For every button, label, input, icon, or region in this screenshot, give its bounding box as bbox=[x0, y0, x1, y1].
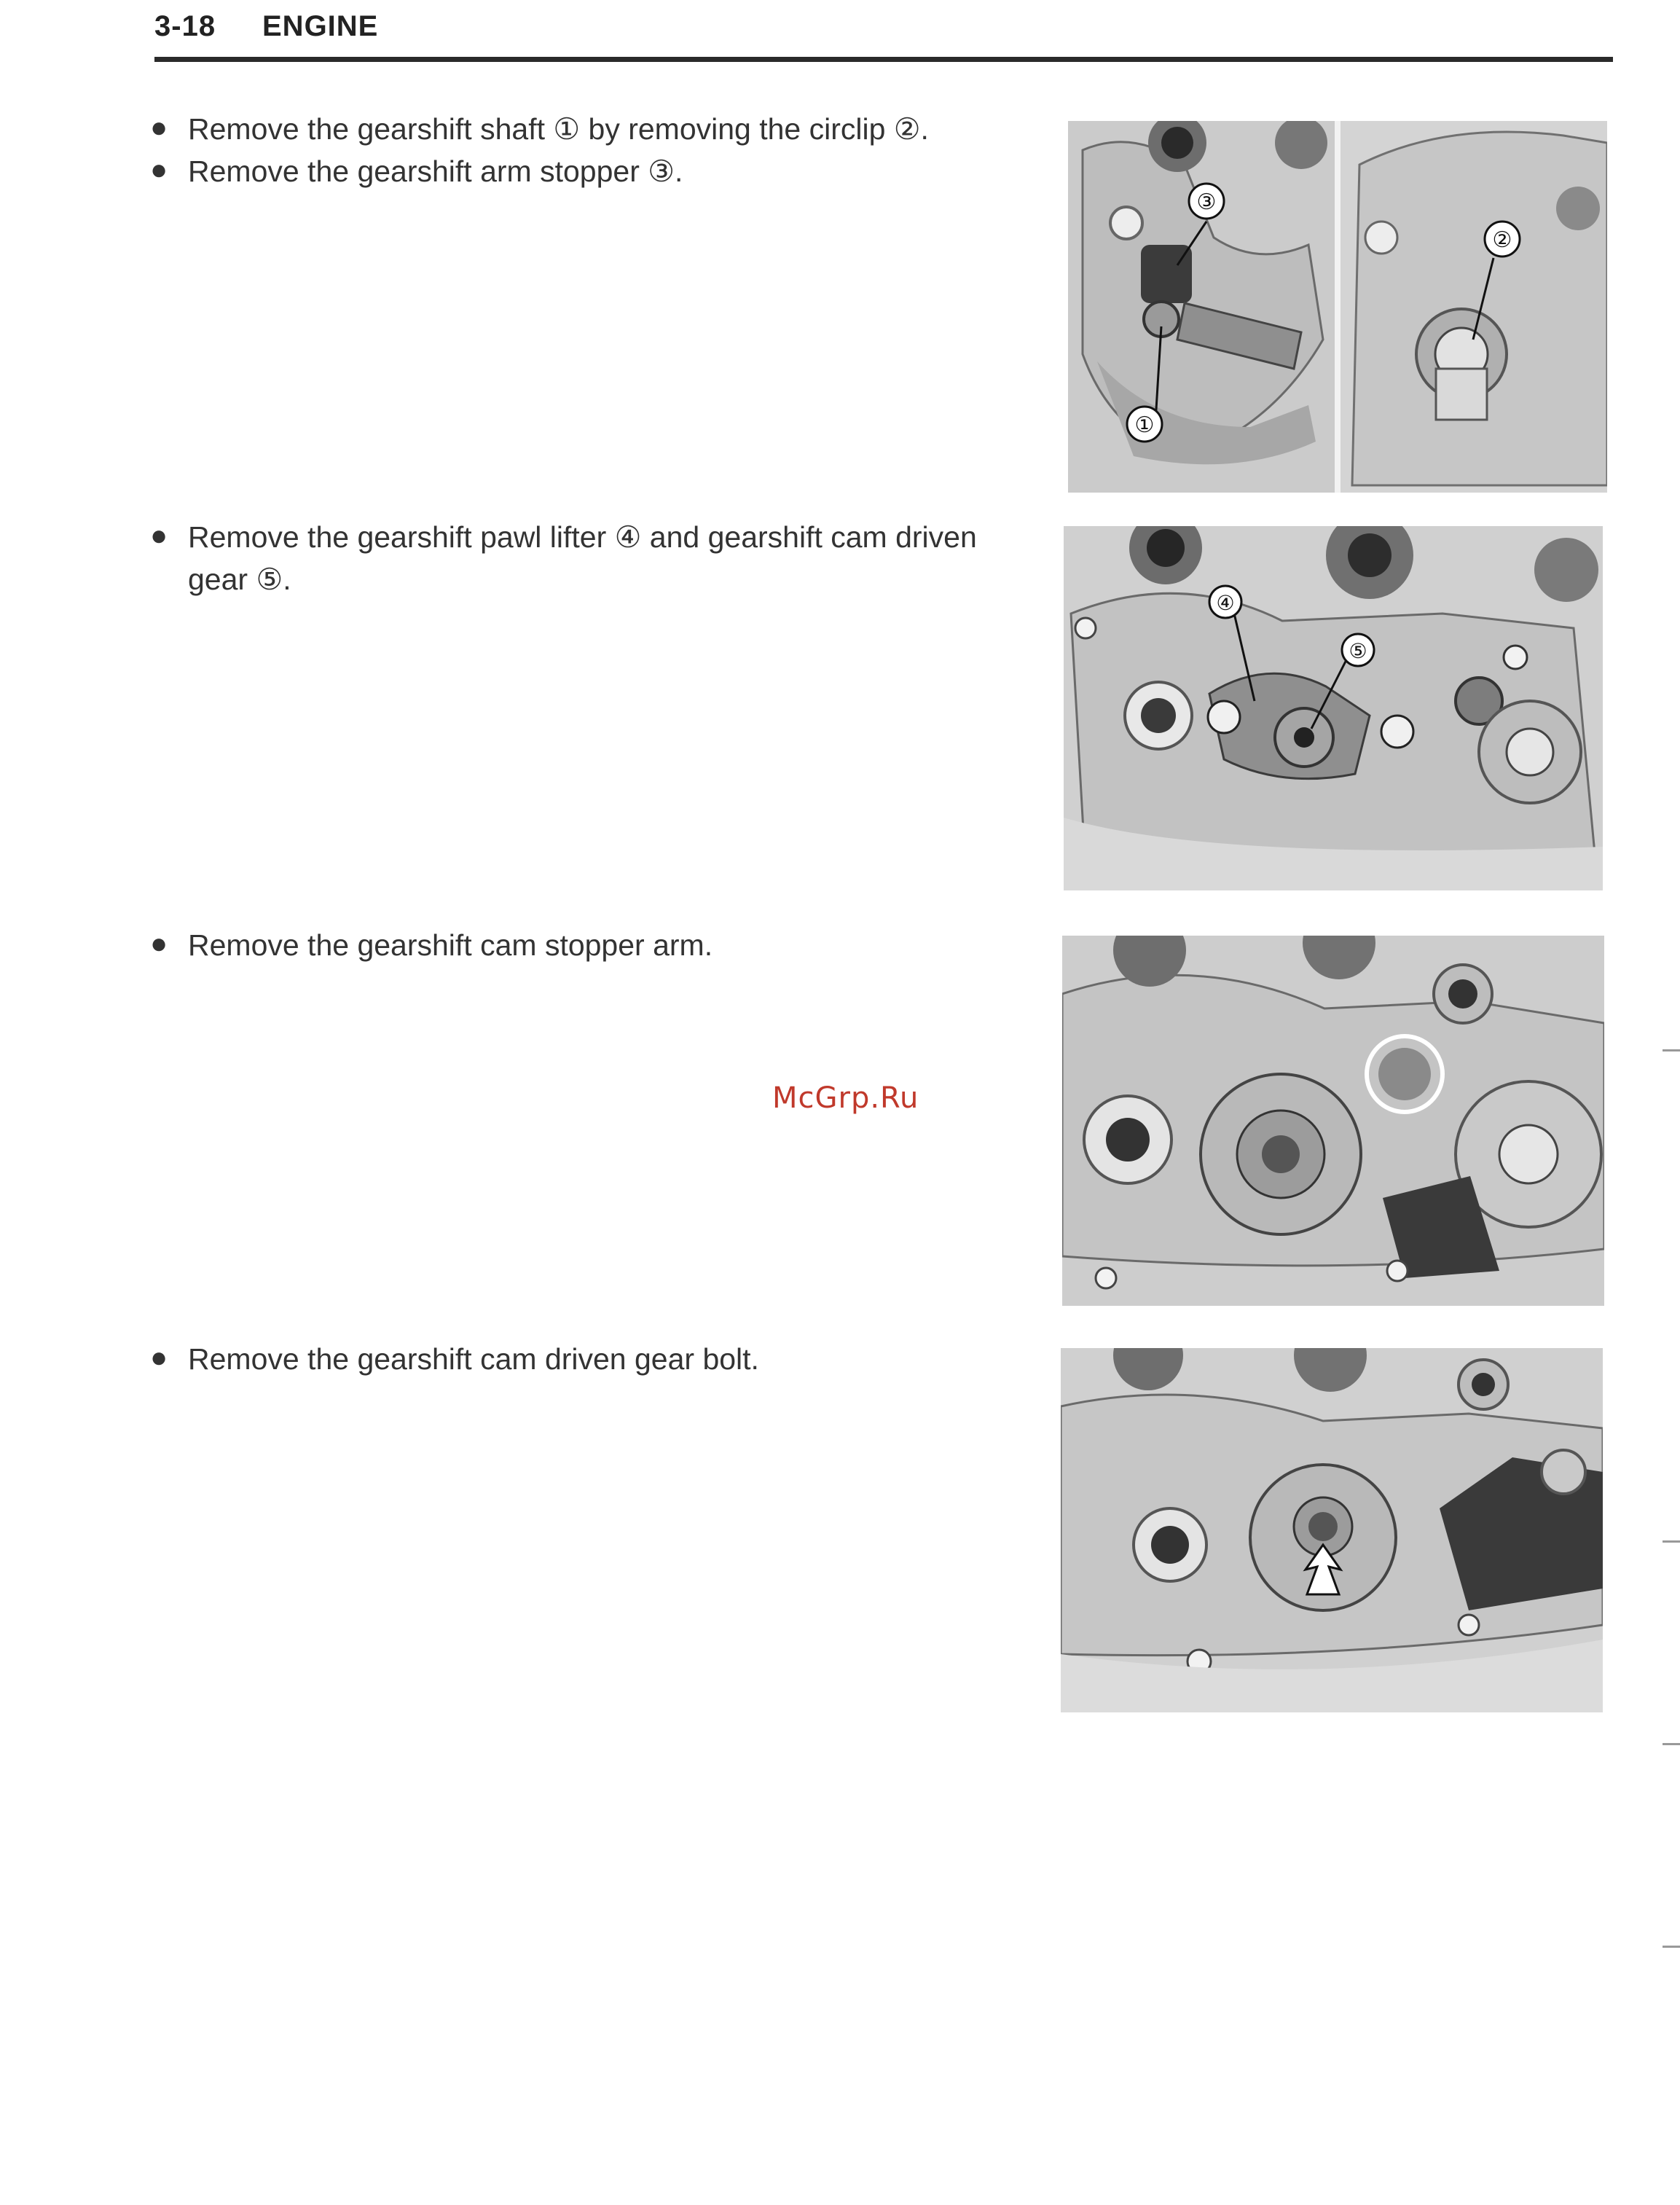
step-3 bbox=[150, 924, 713, 966]
page-header bbox=[154, 10, 1613, 61]
bullet-icon: ● bbox=[150, 154, 168, 186]
step-1-line-1: ● Remove the gearshift shaft ① by removing the circlip ②. bbox=[150, 111, 929, 146]
step-4-line-1: ● Remove the gearshift cam driven gear bolt. bbox=[150, 1342, 759, 1376]
page-number: 3-18 bbox=[154, 10, 216, 42]
bullet-icon: ● bbox=[150, 1342, 168, 1374]
step-1 bbox=[150, 108, 929, 192]
scan-mark bbox=[1663, 1946, 1680, 1948]
bullet-icon: ● bbox=[150, 928, 168, 960]
section-title: ENGINE bbox=[262, 10, 379, 42]
photo-cam-stopper-arm bbox=[1062, 936, 1604, 1306]
step-3-line-1: ● Remove the gearshift cam stopper arm. bbox=[150, 928, 713, 962]
bullet-icon: ● bbox=[150, 520, 168, 552]
scan-mark bbox=[1663, 1049, 1680, 1051]
callout-3: ③ bbox=[1196, 190, 1217, 214]
step-2 bbox=[150, 516, 977, 600]
callout-2: ② bbox=[1492, 228, 1512, 252]
header-rule bbox=[154, 57, 1613, 62]
callout-1: ① bbox=[1134, 413, 1155, 437]
step-4 bbox=[150, 1338, 759, 1380]
photo-gearshift-shaft bbox=[1068, 121, 1607, 493]
photo-cam-driven-gear-bolt bbox=[1061, 1348, 1603, 1712]
scan-mark bbox=[1663, 1540, 1680, 1543]
step-1-line-2: ● Remove the gearshift arm stopper ③. bbox=[150, 154, 683, 188]
callout-5: ⑤ bbox=[1349, 640, 1367, 662]
step-2-line-1: ● Remove the gearshift pawl lifter ④ and gearshift cam driven bbox=[150, 520, 977, 554]
bullet-icon: ● bbox=[150, 111, 168, 144]
callout-4: ④ bbox=[1216, 592, 1235, 614]
scan-mark bbox=[1663, 1743, 1680, 1745]
step-2-continuation: gear ⑤. bbox=[188, 563, 291, 596]
photo-pawl-lifter bbox=[1064, 526, 1603, 890]
watermark: McGrp.Ru bbox=[772, 1081, 919, 1115]
